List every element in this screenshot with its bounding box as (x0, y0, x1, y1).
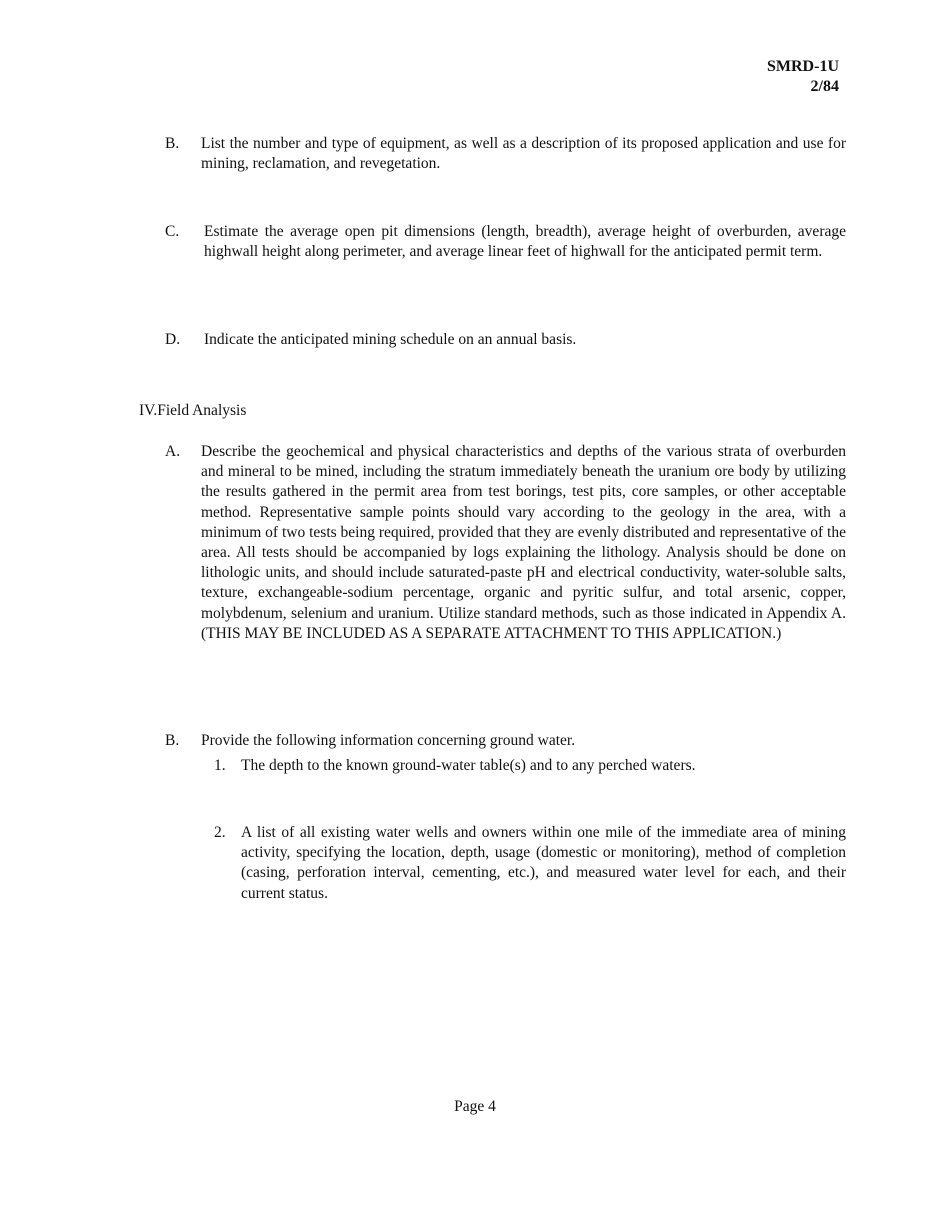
item-text: Describe the geochemical and physical characteristics and depths of the various strata of overburden and mineral to be mined, including the stratum immediately beneath the uranium ore body by utilizing the results gathered in the permit area from test borings, test pits, core samples, or other acceptable method. Representative sample points should vary according to the geology in the area, with a minimum of two tests being required, provided that they are evenly distributed and representative of the area. All tests should be accompanied by logs explaining the lithology. Analysis should be done on lithologic units, and should include saturated-paste pH and electrical conductivity, water-soluble salts, texture, exchangeable-sodium percentage, organic and pyritic sulfur, and total arsenic, copper, molybdenum, selenium and uranium. Utilize standard methods, such as those indicated in Appendix A. (THIS MAY BE INCLUDED AS A SEPARATE ATTACHMENT TO THIS APPLICATION.) (201, 443, 846, 642)
item-label: D. (165, 331, 181, 348)
item-text: List the number and type of equipment, as well as a description of its proposed application and use for mining, reclamation, and revegetation. (201, 135, 846, 173)
item-label: B. (165, 732, 180, 749)
form-date: 2/84 (810, 78, 839, 95)
subitem-label: 1. (214, 757, 226, 774)
item-label: A. (165, 443, 181, 460)
item-b-ground-water (165, 731, 846, 751)
item-b-equipment (165, 134, 846, 174)
form-id: SMRD-1U (767, 58, 839, 75)
item-d-mining-schedule (165, 330, 846, 350)
item-label: B. (165, 135, 180, 152)
item-text: Indicate the anticipated mining schedule on an annual basis. (204, 331, 577, 348)
subitem-label: 2. (214, 824, 226, 841)
item-a-geochemical (165, 442, 846, 644)
item-text: Provide the following information concerning ground water. (201, 732, 576, 749)
subitem-text: A list of all existing water wells and owners within one mile of the immediate area of mining activity, specifying the location, depth, usage (domestic or monitoring), method of completion (casing, perforation interval, cementing, etc.), and measured water level for each, and their current status. (241, 824, 846, 902)
subitem-text: The depth to the known ground-water table(s) and to any perched waters. (241, 757, 696, 774)
subitem-1-depth (214, 756, 846, 776)
item-label: C. (165, 223, 180, 240)
section-heading-field-analysis: IV.Field Analysis (139, 402, 247, 419)
item-text: Estimate the average open pit dimensions (length, breadth), average height of overburden, average highwall height along perimeter, and average linear feet of highwall for the anticipated permit term. (204, 223, 846, 261)
document-header (767, 57, 839, 97)
page-number: Page 4 (454, 1098, 496, 1115)
subitem-2-water-wells (214, 823, 846, 904)
item-c-pit-dimensions (165, 222, 846, 262)
